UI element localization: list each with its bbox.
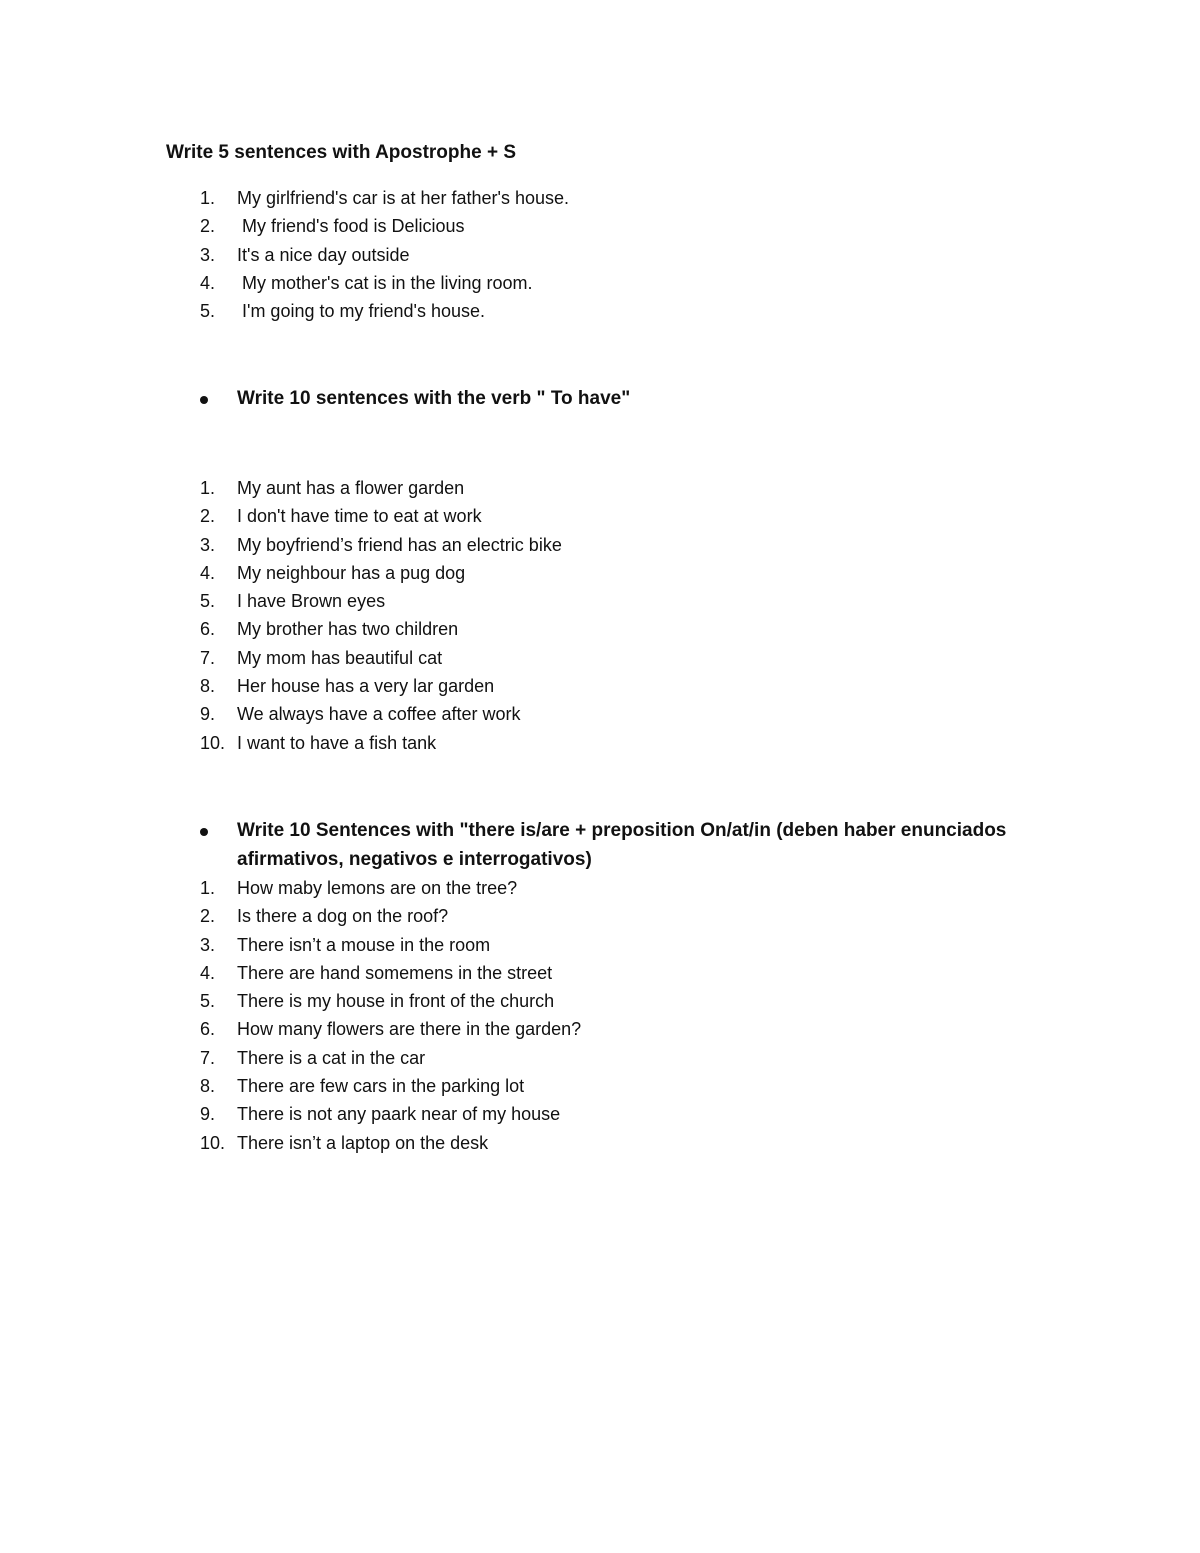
item-text: My mother's cat is in the living room. bbox=[237, 272, 533, 293]
list-item bbox=[200, 1129, 1100, 1157]
item-text: My friend's food is Delicious bbox=[237, 216, 465, 237]
item-number: 4. bbox=[200, 272, 216, 293]
item-number: 6. bbox=[200, 1019, 216, 1040]
item-text: There isn’t a mouse in the room bbox=[237, 934, 491, 955]
list-item bbox=[200, 1100, 1100, 1128]
item-text: There is a cat in the car bbox=[237, 1047, 426, 1068]
bullet-icon bbox=[200, 828, 208, 836]
list-item bbox=[200, 241, 1100, 269]
list-item bbox=[200, 502, 1100, 530]
item-number: 2. bbox=[200, 906, 216, 927]
item-number: 4. bbox=[200, 962, 216, 983]
list-item bbox=[200, 700, 1100, 728]
item-number: 8. bbox=[200, 1076, 216, 1097]
item-text: My mom has beautiful cat bbox=[237, 647, 443, 668]
item-number: 3. bbox=[200, 534, 216, 555]
item-number: 3. bbox=[200, 934, 216, 955]
list-item bbox=[200, 587, 1100, 615]
item-number: 2. bbox=[200, 506, 216, 527]
section2-title: Write 10 sentences with the verb " To have" bbox=[237, 388, 631, 409]
item-number: 1. bbox=[200, 188, 216, 208]
item-text: Is there a dog on the roof? bbox=[237, 906, 449, 927]
list-item bbox=[200, 184, 1100, 212]
item-text: There isn’t a laptop on the desk bbox=[237, 1132, 489, 1153]
item-number: 9. bbox=[200, 1104, 216, 1125]
list-item bbox=[200, 615, 1100, 643]
item-number: 5. bbox=[200, 591, 216, 612]
list-item bbox=[200, 212, 1100, 240]
section3-heading bbox=[200, 817, 1040, 874]
list-item bbox=[200, 729, 1100, 757]
list-item bbox=[200, 474, 1100, 502]
list-item bbox=[200, 1015, 1100, 1043]
item-number: 3. bbox=[200, 244, 216, 265]
item-text: My neighbour has a pug dog bbox=[237, 562, 466, 583]
list-item bbox=[200, 959, 1100, 987]
item-number: 5. bbox=[200, 991, 216, 1012]
list-item bbox=[200, 987, 1100, 1015]
list-item bbox=[200, 559, 1100, 587]
item-number: 7. bbox=[200, 647, 216, 668]
list-item bbox=[200, 931, 1100, 959]
item-text: My brother has two children bbox=[237, 619, 459, 640]
list-item bbox=[200, 902, 1100, 930]
item-text: I want to have a fish tank bbox=[237, 732, 437, 753]
item-text: There is not any paark near of my house bbox=[237, 1104, 561, 1125]
item-number: 4. bbox=[200, 562, 216, 583]
section3-list bbox=[200, 874, 1100, 1157]
item-text: I have Brown eyes bbox=[237, 591, 386, 612]
item-text: I'm going to my friend's house. bbox=[237, 301, 485, 322]
item-text: How many flowers are there in the garden? bbox=[237, 1019, 582, 1040]
section1-list bbox=[200, 184, 1100, 325]
item-text: My girlfriend's car is at her father's house. bbox=[237, 188, 570, 208]
item-number: 5. bbox=[200, 301, 216, 322]
list-item bbox=[200, 269, 1100, 297]
list-item bbox=[200, 297, 1100, 325]
item-text: My aunt has a flower garden bbox=[237, 478, 465, 498]
list-item bbox=[200, 531, 1100, 559]
item-number: 10. bbox=[200, 1132, 226, 1153]
list-item bbox=[200, 1044, 1100, 1072]
item-number: 1. bbox=[200, 878, 216, 898]
section1-title: Write 5 sentences with Apostrophe + S bbox=[166, 142, 516, 163]
item-number: 9. bbox=[200, 704, 216, 725]
item-text: We always have a coffee after work bbox=[237, 704, 521, 725]
item-text: There is my house in front of the church bbox=[237, 991, 555, 1012]
item-number: 6. bbox=[200, 619, 216, 640]
section3-title: Write 10 Sentences with "there is/are + preposition On/at/in (deben haber enunciados afirmativos, negativos e interrogativos) bbox=[237, 820, 1007, 870]
item-number: 1. bbox=[200, 478, 216, 498]
item-number: 8. bbox=[200, 676, 216, 697]
item-text: There are few cars in the parking lot bbox=[237, 1076, 525, 1097]
section2-list bbox=[200, 474, 1100, 757]
list-item bbox=[200, 644, 1100, 672]
bullet-icon bbox=[200, 396, 208, 404]
item-number: 7. bbox=[200, 1047, 216, 1068]
list-item bbox=[200, 672, 1100, 700]
item-text: There are hand somemens in the street bbox=[237, 962, 553, 983]
list-item bbox=[200, 1072, 1100, 1100]
item-number: 10. bbox=[200, 732, 226, 753]
item-number: 2. bbox=[200, 216, 216, 237]
item-text: How maby lemons are on the tree? bbox=[237, 878, 518, 898]
section2-heading bbox=[200, 385, 1040, 414]
list-item bbox=[200, 874, 1100, 902]
item-text: It's a nice day outside bbox=[237, 244, 410, 265]
item-text: I don't have time to eat at work bbox=[237, 506, 482, 527]
item-text: Her house has a very lar garden bbox=[237, 676, 495, 697]
item-text: My boyfriend’s friend has an electric bike bbox=[237, 534, 562, 555]
